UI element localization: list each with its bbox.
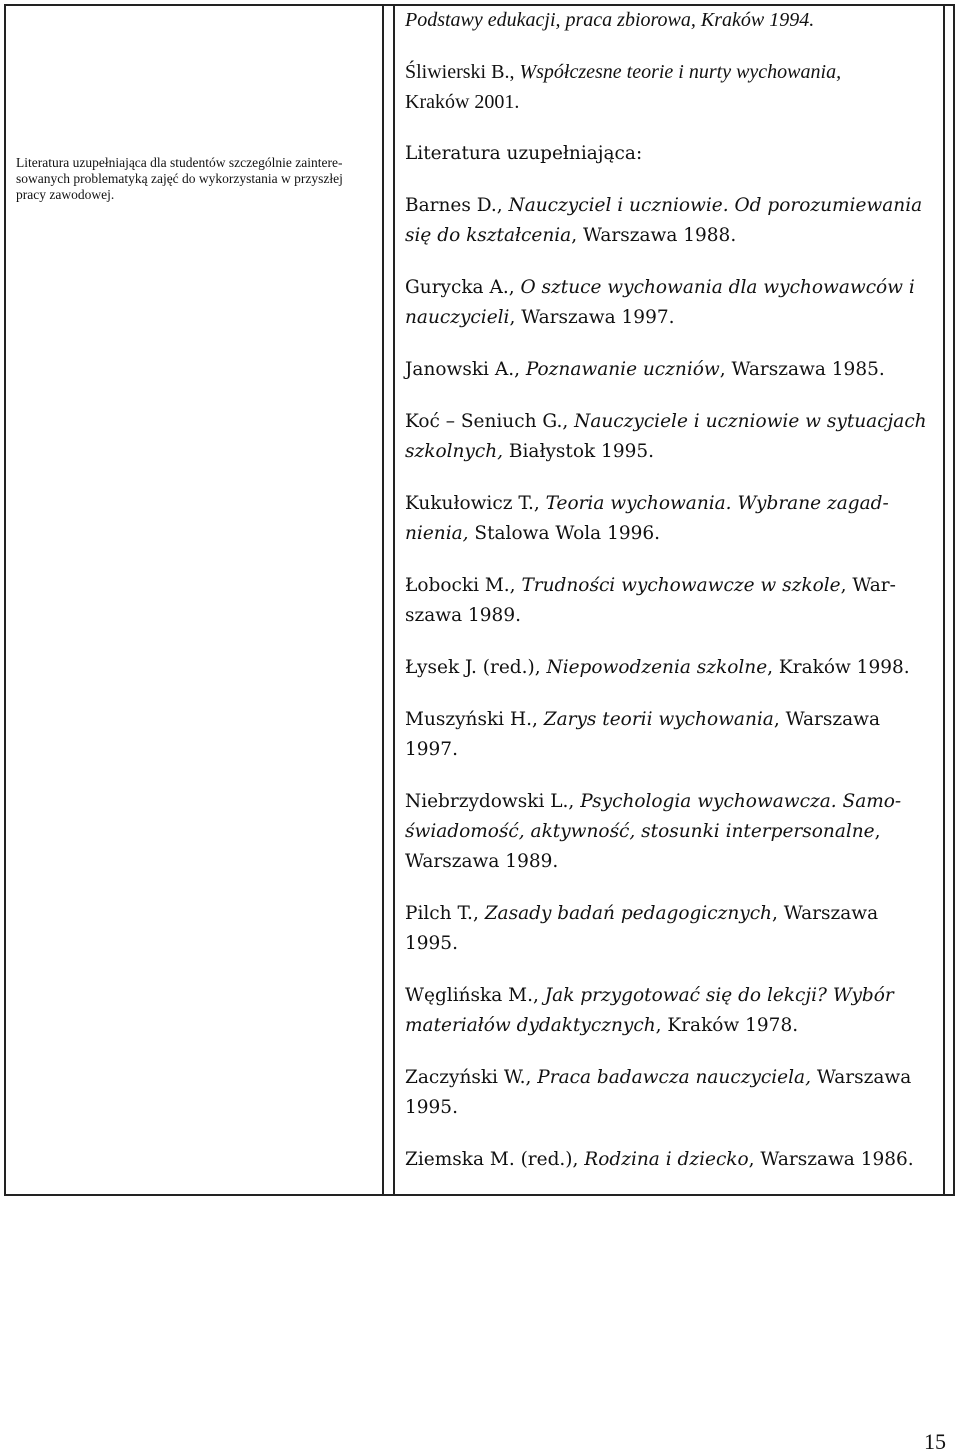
entry-author: Zaczyński W., [405, 1067, 538, 1088]
page-number: 15 [924, 1429, 946, 1454]
entry-rest: , Warszawa 1985. [719, 359, 885, 380]
entry-author: Koć – Seniuch G., [405, 411, 575, 432]
entry-author: Węglińska M., [405, 985, 545, 1006]
entry-title: Rodzina i dziecko [584, 1149, 749, 1170]
bibliography-entry [405, 705, 935, 765]
bibliography-entry [405, 489, 935, 549]
entry-rest: , Warszawa 1986. [748, 1149, 914, 1170]
entry-author: Ziemska M. (red.), [405, 1149, 585, 1170]
bibliography-entry [405, 407, 935, 467]
entry-rest: , Warszawa 1989. [405, 821, 881, 872]
entry-author: Muszyński H., [405, 709, 544, 730]
entry-title: Nauczyciele i uczniowie w sytuacjach szkolnych, [405, 411, 927, 462]
bibliography-entry [405, 653, 935, 683]
bibliography-entry [405, 571, 935, 631]
entry-list [405, 191, 935, 1175]
bibliography-entry [405, 191, 935, 251]
entry-rest: , Warszawa 1988. [571, 225, 737, 246]
entry-author: Łobocki M., [405, 575, 522, 596]
entry-title: Zasady badań pedagogicznych [484, 903, 772, 924]
entry-title: Nauczyciel i uczniowie. Od porozumiewania się do kształcenia [405, 195, 923, 246]
top-entry-1 [405, 5, 935, 35]
entry-title: Poznawanie uczniów [525, 359, 720, 380]
entry-author: Łysek J. (red.), [405, 657, 547, 678]
entry-title: Współczesne teorie i nurty wychowania, [519, 61, 842, 83]
bibliography-entry [405, 355, 935, 385]
entry-rest: , Warszawa 1997. [509, 307, 675, 328]
entry-title: Niepowodzenia szkolne [546, 657, 768, 678]
bibliography-entry [405, 787, 935, 877]
entry-title: Praca badawcza nauczyciela, [537, 1067, 811, 1088]
entry-title: Trudności wychowawcze w szkole [521, 575, 841, 596]
left-note: Literatura uzupełniająca dla studentów szczególnie zaintere-sowanych problematyką zajęć do wykorzystania w przyszłej pracy zawodowej. [16, 155, 343, 202]
entry-author: Pilch T., [405, 903, 485, 924]
entry-rest: Kraków 2001. [405, 91, 520, 113]
entry-author: Gurycka A., [405, 277, 521, 298]
section-title: Literatura uzupełniająca: [405, 143, 643, 164]
entry-author: Barnes D., [405, 195, 509, 216]
entry-title: Teoria wychowania. Wybrane zagad-nienia, [405, 493, 889, 544]
entry-title: Psychologia wychowawcza. Samo-świadomość, aktywność, stosunki interpersonalne [405, 791, 902, 842]
top-entry-2 [405, 57, 935, 117]
entry-author: Kukułowicz T., [405, 493, 546, 514]
entry-rest: , Kraków 1998. [767, 657, 910, 678]
entry-rest: Stalowa Wola 1996. [468, 523, 661, 544]
entry-rest: Warszawa 1995. [405, 1067, 912, 1118]
entry-title: Jak przygotować się do lekcji? Wybór materiałów dydaktycznych [405, 985, 894, 1036]
bibliography-entry [405, 1063, 935, 1123]
bibliography-entry [405, 899, 935, 959]
entry-title: O sztuce wychowania dla wychowawców i nauczycieli [405, 277, 915, 328]
bibliography-entry [405, 981, 935, 1041]
column-divider [382, 4, 384, 1196]
entry-rest: , Warszawa 1997. [405, 709, 880, 760]
bibliography-entry [405, 273, 935, 333]
bibliography-column [405, 5, 935, 1197]
entry-author: Niebrzydowski L., [405, 791, 581, 812]
bibliography-entry [405, 1145, 935, 1175]
entry-rest: , War-szawa 1989. [405, 575, 896, 626]
entry-author: Janowski A., [405, 359, 526, 380]
entry-author: Śliwierski B., [405, 61, 520, 83]
entry-rest: , Warszawa 1995. [405, 903, 879, 954]
entry-rest: , Kraków 1978. [655, 1015, 799, 1036]
entry-title: Podstawy edukacji, praca zbiorowa, Kraków 1994. [405, 9, 815, 31]
entry-title: Zarys teorii wychowania [543, 709, 774, 730]
entry-rest: Białystok 1995. [503, 441, 655, 462]
